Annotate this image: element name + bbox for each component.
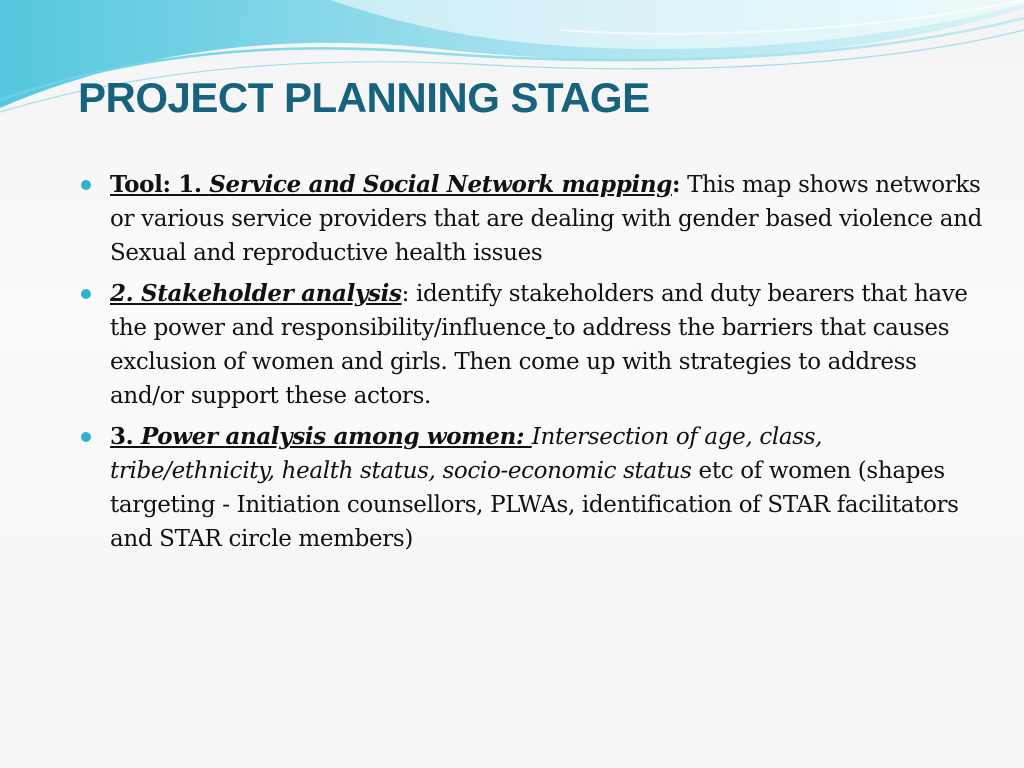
power-number: 3.	[110, 423, 141, 450]
tool-description: This map shows networks or various service providers that are dealing with gender based violence and Sexual and reproductive health issues	[110, 172, 982, 266]
bullet-dot-icon	[81, 289, 91, 299]
bullet-dot-icon	[81, 180, 91, 190]
tool-label: Tool: 1.	[110, 171, 210, 198]
bullet-item-service-mapping	[80, 168, 985, 270]
bullet-dot-icon	[81, 432, 91, 442]
stakeholder-underlined-space	[546, 315, 553, 341]
tool-name: Service and Social Network mapping	[209, 171, 672, 198]
power-intersection-text: Intersection of age, class, tribe/ethnicity, health status, socio-economic status	[110, 424, 823, 484]
bullet-item-stakeholder-analysis	[80, 277, 985, 413]
slide-title: PROJECT PLANNING STAGE	[78, 74, 650, 121]
power-description: etc of women (shapes targeting - Initiation counsellors, PLWAs, identification of STAR facilitators and STAR circle members)	[110, 458, 959, 552]
stakeholder-description-start: : identify stakeholders and duty bearers that have the power and responsibility/influence	[110, 281, 968, 341]
tool-colon: :	[671, 171, 681, 198]
bullet-list	[80, 168, 985, 563]
bullet-item-power-analysis	[80, 420, 985, 556]
stakeholder-description-end: to address the barriers that causes exclusion of women and girls. Then come up with strategies to address and/or support these actors.	[110, 315, 950, 409]
stakeholder-heading: 2. Stakeholder analysis	[110, 280, 402, 307]
power-heading: Power analysis among women:	[140, 423, 532, 450]
